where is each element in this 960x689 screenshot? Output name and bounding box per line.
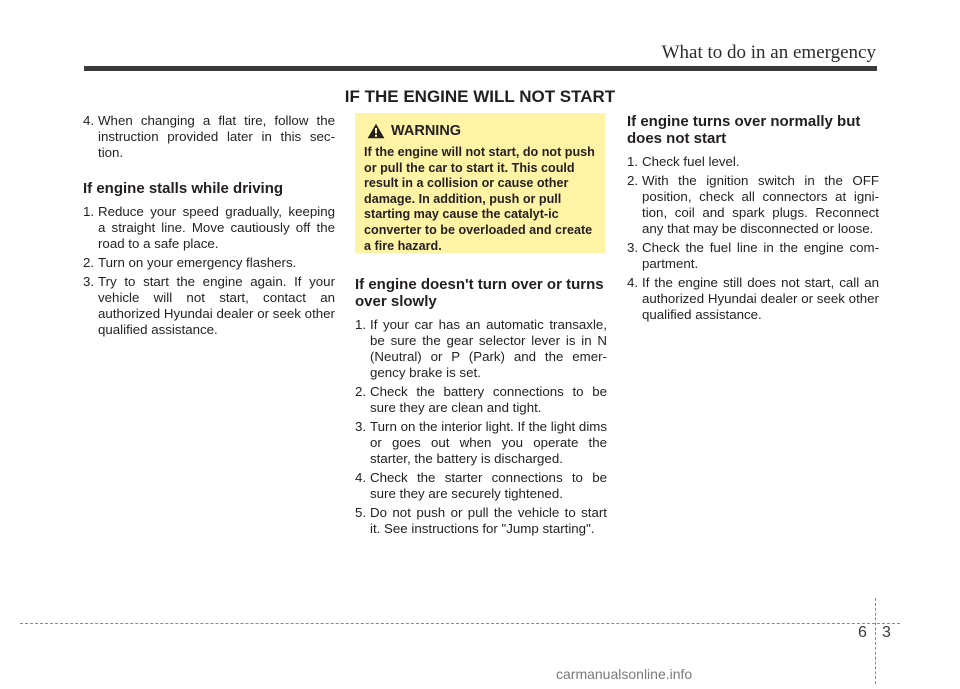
list-item-text: Check fuel level. <box>642 154 740 169</box>
list-item-text: If your car has an automatic transaxle, be sure the gear selector lever is in N (Neutral) or P (Park) and the emer-gency brake is set. <box>370 317 607 380</box>
list-item <box>83 255 335 271</box>
list-item-text: Turn on your emergency flashers. <box>98 255 297 270</box>
footer-divider <box>875 598 876 684</box>
list-item-number: 5. <box>355 505 367 520</box>
list-item-number: 2. <box>355 384 367 399</box>
list-item-text: Check the fuel line in the engine com-partment. <box>642 240 879 271</box>
list-item-number: 1. <box>627 154 639 169</box>
list-item-number: 1. <box>355 317 367 332</box>
warning-header <box>367 123 596 139</box>
stalls-list <box>83 204 335 338</box>
turns-normal-list <box>627 154 879 323</box>
list-item <box>627 275 879 323</box>
warning-body: If the engine will not start, do not push or pull the car to start it. This could result in a collision or cause other damage. In addition, push or pull starting may cause the catalyt-ic converter to be overloaded and create a fire hazard. <box>364 145 595 253</box>
list-item-number: 3. <box>627 240 639 255</box>
list-item-number: 2. <box>83 255 95 270</box>
list-item-number: 3. <box>355 419 367 434</box>
list-item-text: Do not push or pull the vehicle to start it. See instructions for "Jump starting". <box>370 505 607 536</box>
no-turn-heading: If engine doesn't turn over or turns over slowly <box>355 276 604 310</box>
list-item <box>83 113 335 161</box>
header-rule <box>84 66 877 71</box>
list-item <box>83 274 335 338</box>
chapter-number: 6 <box>858 624 867 641</box>
column-left <box>83 113 335 341</box>
list-item <box>355 317 607 381</box>
header-title: What to do in an emergency <box>661 42 876 63</box>
list-item <box>355 505 607 537</box>
list-item-text: Turn on the interior light. If the light dims or goes out when you operate the starter, the battery is discharged. <box>370 419 607 466</box>
list-item-text: When changing a flat tire, follow the instruction provided later in this sec-tion. <box>98 113 335 160</box>
list-item-number: 4. <box>83 113 95 128</box>
section-title: IF THE ENGINE WILL NOT START <box>344 87 616 106</box>
list-item <box>355 470 607 502</box>
list-item-number: 2. <box>627 173 639 188</box>
footer-rule <box>20 623 900 624</box>
list-item-text: Check the starter connections to be sure they are securely tightened. <box>370 470 607 501</box>
column-right <box>627 113 879 326</box>
list-item-number: 1. <box>83 204 95 219</box>
no-turn-list <box>355 317 607 537</box>
watermark: carmanualsonline.info <box>556 666 693 682</box>
list-item <box>627 154 879 170</box>
warning-box <box>355 113 605 253</box>
list-item <box>627 240 879 272</box>
list-item <box>355 419 607 467</box>
list-item-text: Check the battery connections to be sure they are clean and tight. <box>370 384 607 415</box>
stalls-heading: If engine stalls while driving <box>83 180 284 197</box>
list-item <box>83 204 335 252</box>
list-item <box>355 384 607 416</box>
list-item <box>627 173 879 237</box>
page-number: 3 <box>882 624 891 641</box>
list-item-text: Try to start the engine again. If your vehicle will not start, contact an authorized Hyundai dealer or seek other qualified assistance. <box>98 274 335 337</box>
warning-triangle-icon <box>367 123 385 139</box>
list-item-number: 4. <box>355 470 367 485</box>
intro-list <box>83 113 335 161</box>
list-item-text: If the engine still does not start, call an authorized Hyundai dealer or seek other qualified assistance. <box>642 275 879 322</box>
list-item-number: 3. <box>83 274 95 289</box>
column-middle <box>355 113 607 540</box>
list-item-text: Reduce your speed gradually, keeping a straight line. Move cautiously off the road to a safe place. <box>98 204 335 251</box>
list-item-number: 4. <box>627 275 639 290</box>
warning-title: WARNING <box>391 123 462 139</box>
turns-normal-heading: If engine turns over normally but does not start <box>627 113 861 147</box>
list-item-text: With the ignition switch in the OFF position, check all connectors at igni-tion, coil and spark plugs. Reconnect any that may be disconnected or loose. <box>642 173 879 236</box>
